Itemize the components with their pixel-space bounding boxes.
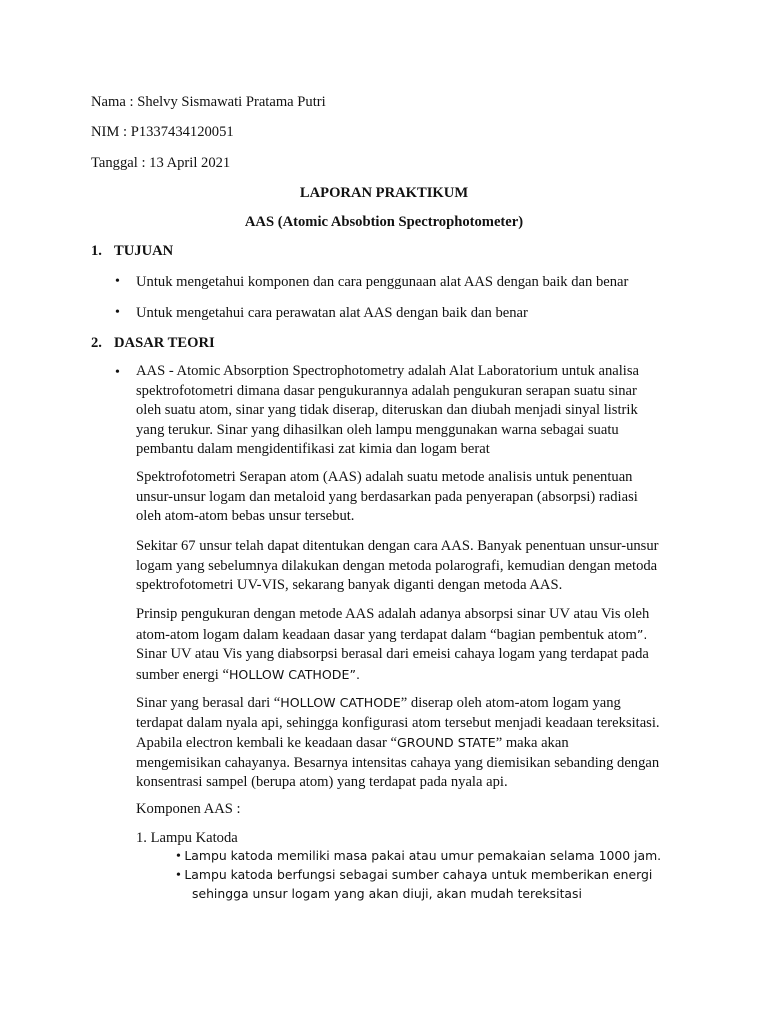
- komponen-label: Komponen AAS :: [136, 801, 241, 817]
- student-nim: NIM : P1337434120051: [91, 124, 234, 140]
- bullet-icon: •: [176, 868, 181, 883]
- section-2-number: 2.: [91, 335, 102, 351]
- section-1-heading: TUJUAN: [114, 243, 174, 259]
- report-date: Tanggal : 13 April 2021: [91, 155, 231, 171]
- dasar-teori-paragraph-1: AAS - Atomic Absorption Spectrophotometry adalah Alat Laboratorium untuk analisa spektrofotometri dimana dasar pengukurannya adalah pengukuran serapan suatu sinar oleh suatu atom, sinar yang tidak diserap, diteruskan dan diubah menjadi sinyal listrik yang terukur. Sinar yang dihasilkan oleh lampu menggunakan warna sebagai suatu pembantu dalam mengidentifikasi zat kimia dan logam berat: [136, 363, 639, 457]
- dasar-teori-paragraph-5: Sinar yang berasal dari “HOLLOW CATHODE” diserap oleh atom-atom logam yang terdapat dalam nyala api, sehingga konfigurasi atom tersebut menjadi keadaan tereksitasi. Apabila electron kembali ke keadaan dasar “GROUND STATE” maka akan mengemisikan cahayanya. Besarnya intensitas cahaya yang diemisikan sebanding dengan konsentrasi sampel (berupa atom) yang terdapat pada nyala api.: [136, 695, 660, 790]
- tujuan-item-1: Untuk mengetahui komponen dan cara penggunaan alat AAS dengan baik dan benar: [136, 274, 629, 290]
- bullet-icon: •: [115, 274, 120, 289]
- tujuan-item-2: Untuk mengetahui cara perawatan alat AAS dengan baik dan benar: [136, 305, 528, 321]
- dasar-teori-paragraph-2: Spektrofotometri Serapan atom (AAS) adalah suatu metode analisis untuk penentuan unsur-unsur logam dan metaloid yang berdasarkan pada penyerapan (absorpsi) radiasi oleh atom-atom bebas unsur tersebut.: [136, 469, 638, 524]
- report-title: LAPORAN PRAKTIKUM: [299, 185, 469, 201]
- section-1-number: 1.: [91, 243, 102, 259]
- student-name: Nama : Shelvy Sismawati Pratama Putri: [91, 94, 326, 110]
- bullet-icon: •: [115, 365, 120, 380]
- lampu-item-2-continued: sehingga unsur logam yang akan diuji, akan mudah tereksitasi: [192, 886, 582, 901]
- report-subtitle: AAS (Atomic Absobtion Spectrophotometer): [244, 214, 524, 230]
- lampu-item-1: • Lampu katoda memiliki masa pakai atau umur pemakaian selama 1000 jam.: [176, 848, 662, 864]
- section-2-heading: DASAR TEORI: [114, 335, 215, 351]
- dasar-teori-paragraph-3: Sekitar 67 unsur telah dapat ditentukan dengan cara AAS. Banyak penentuan unsur-unsur logam yang sebelumnya dilakukan dengan metoda polarografi, kemudian dengan metoda spektrofotometri UV-VIS, sekarang banyak diganti dengan metoda AAS.: [136, 538, 659, 593]
- bullet-icon: •: [176, 849, 181, 864]
- dasar-teori-paragraph-4: Prinsip pengukuran dengan metode AAS adalah adanya absorpsi sinar UV atau Vis oleh atom-atom logam dalam keadaan dasar yang terdapat dalam “bagian pembentuk atom”. Sinar UV atau Vis yang diabsorpsi berasal dari emeisi cahaya logam yang terdapat pada sumber energi “HOLLOW CATHODE”.: [136, 606, 650, 683]
- lampu-katoda-heading: 1. Lampu Katoda: [136, 830, 238, 846]
- lampu-item-2: • Lampu katoda berfungsi sebagai sumber cahaya untuk memberikan energi: [176, 867, 653, 883]
- bullet-icon: •: [115, 305, 120, 320]
